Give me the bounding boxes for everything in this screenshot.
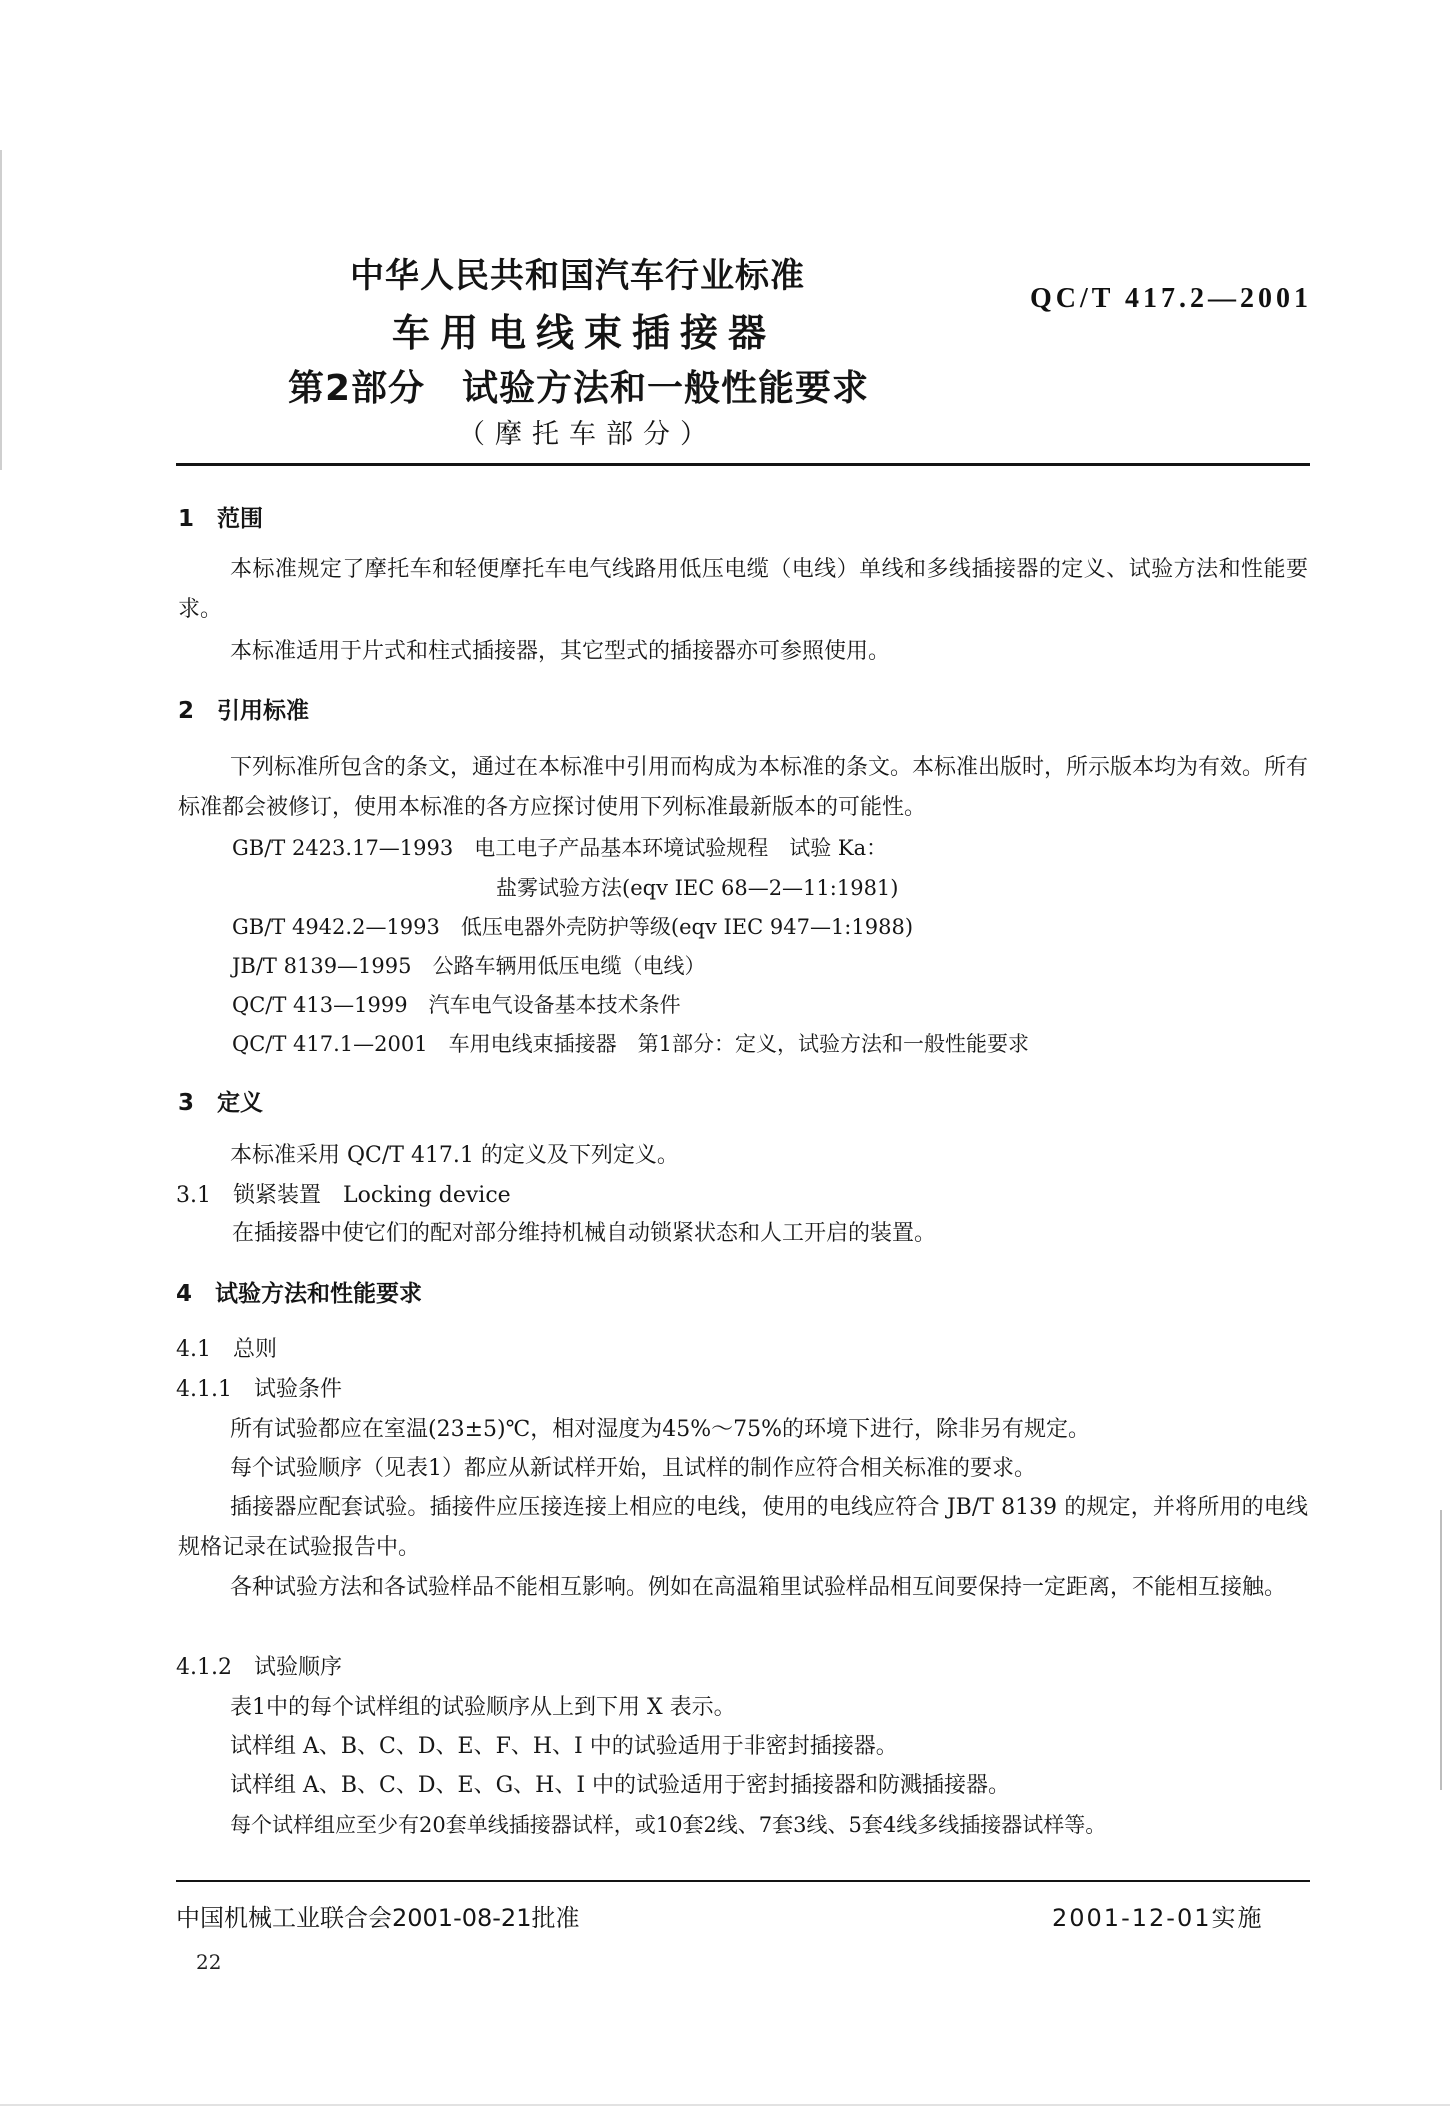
reference-item: GB/T 2423.17—1993 电工电子产品基本环境试验规程 试验 Ka： (232, 836, 888, 860)
paragraph: 本标准规定了摩托车和轻便摩托车电气线路用低压电缆（电线）单线和多线插接器的定义、试验方法和性能要求。 (178, 557, 1308, 622)
scan-edge-mark (1440, 1510, 1442, 1790)
paragraph: 各种试验方法和各试验样品不能相互影响。例如在高温箱里试验样品相互间要保持一定距离，不能相互接触。 (230, 1575, 1287, 1600)
paragraph: 表1中的每个试样组的试验顺序从上到下用 X 表示。 (230, 1695, 736, 1720)
reference-item: QC/T 417.1—2001 车用电线束插接器 第1部分：定义，试验方法和一般性能要求 (232, 1032, 1029, 1056)
approval-line: 中国机械工业联合会2001-08-21批准 (176, 1904, 580, 1932)
reference-item: QC/T 413—1999 汽车电气设备基本技术条件 (232, 993, 681, 1017)
section-heading: 3 定义 (178, 1090, 264, 1116)
subsection-heading: 4.1 总则 (176, 1337, 277, 1362)
paragraph: 本标准适用于片式和柱式插接器，其它型式的插接器亦可参照使用。 (230, 639, 891, 664)
paragraph: 所有试验都应在室温(23±5)℃，相对湿度为45%～75%的环境下进行，除非另有规定。 (230, 1417, 1091, 1442)
standard-category: 中华人民共和国汽车行业标准 (350, 256, 805, 296)
scan-edge-mark (0, 2104, 1450, 2106)
subsection-heading: 4.1.2 试验顺序 (176, 1655, 342, 1680)
header-divider (176, 463, 1310, 466)
section-heading: 4 试验方法和性能要求 (176, 1281, 423, 1307)
footer-divider (176, 1880, 1310, 1882)
section-heading: 2 引用标准 (178, 698, 310, 724)
subsection-heading: 3.1 锁紧装置 Locking device (176, 1183, 511, 1208)
subsection-heading: 4.1.1 试验条件 (176, 1377, 342, 1402)
paragraph: 在插接器中使它们的配对部分维持机械自动锁紧状态和人工开启的装置。 (232, 1221, 937, 1246)
paragraph: 每个试验顺序（见表1）都应从新试样开始，且试样的制作应符合相关标准的要求。 (230, 1456, 1036, 1481)
effective-date: 2001-12-01实施 (1052, 1904, 1264, 1932)
scan-edge-mark (0, 150, 2, 470)
standard-code: QC/T 417.2—2001 (1030, 283, 1312, 314)
paragraph: 插接器应配套试验。插接件应压接连接上相应的电线，使用的电线应符合 JB/T 8139 的规定，并将所用的电线规格记录在试验报告中。 (178, 1495, 1308, 1560)
reference-item: GB/T 4942.2—1993 低压电器外壳防护等级(eqv IEC 947—1:1988) (232, 915, 914, 939)
page-number: 22 (196, 1950, 222, 1974)
paragraph: 每个试样组应至少有20套单线插接器试样，或10套2线、7套3线、5套4线多线插接器试样等。 (230, 1813, 1107, 1837)
reference-item: JB/T 8139—1995 公路车辆用低压电缆（电线） (232, 954, 706, 978)
paragraph: 试样组 A、B、C、D、E、F、H、I 中的试验适用于非密封插接器。 (230, 1734, 898, 1759)
paragraph: 下列标准所包含的条文，通过在本标准中引用而构成为本标准的条文。本标准出版时，所示版本均为有效。所有标准都会被修订，使用本标准的各方应探讨使用下列标准最新版本的可能性。 (178, 755, 1309, 820)
section-heading: 1 范围 (178, 506, 264, 532)
document-subtitle: （摩托车部分） (458, 419, 717, 450)
paragraph: 试样组 A、B、C、D、E、G、H、I 中的试验适用于密封插接器和防溅插接器。 (230, 1773, 1011, 1798)
paragraph: 本标准采用 QC/T 417.1 的定义及下列定义。 (230, 1143, 679, 1168)
reference-item: 盐雾试验方法(eqv IEC 68—2—11:1981) (496, 876, 899, 900)
document-title: 车用电线束插接器 (392, 311, 777, 355)
document-part-title: 第2部分 试验方法和一般性能要求 (288, 368, 870, 409)
